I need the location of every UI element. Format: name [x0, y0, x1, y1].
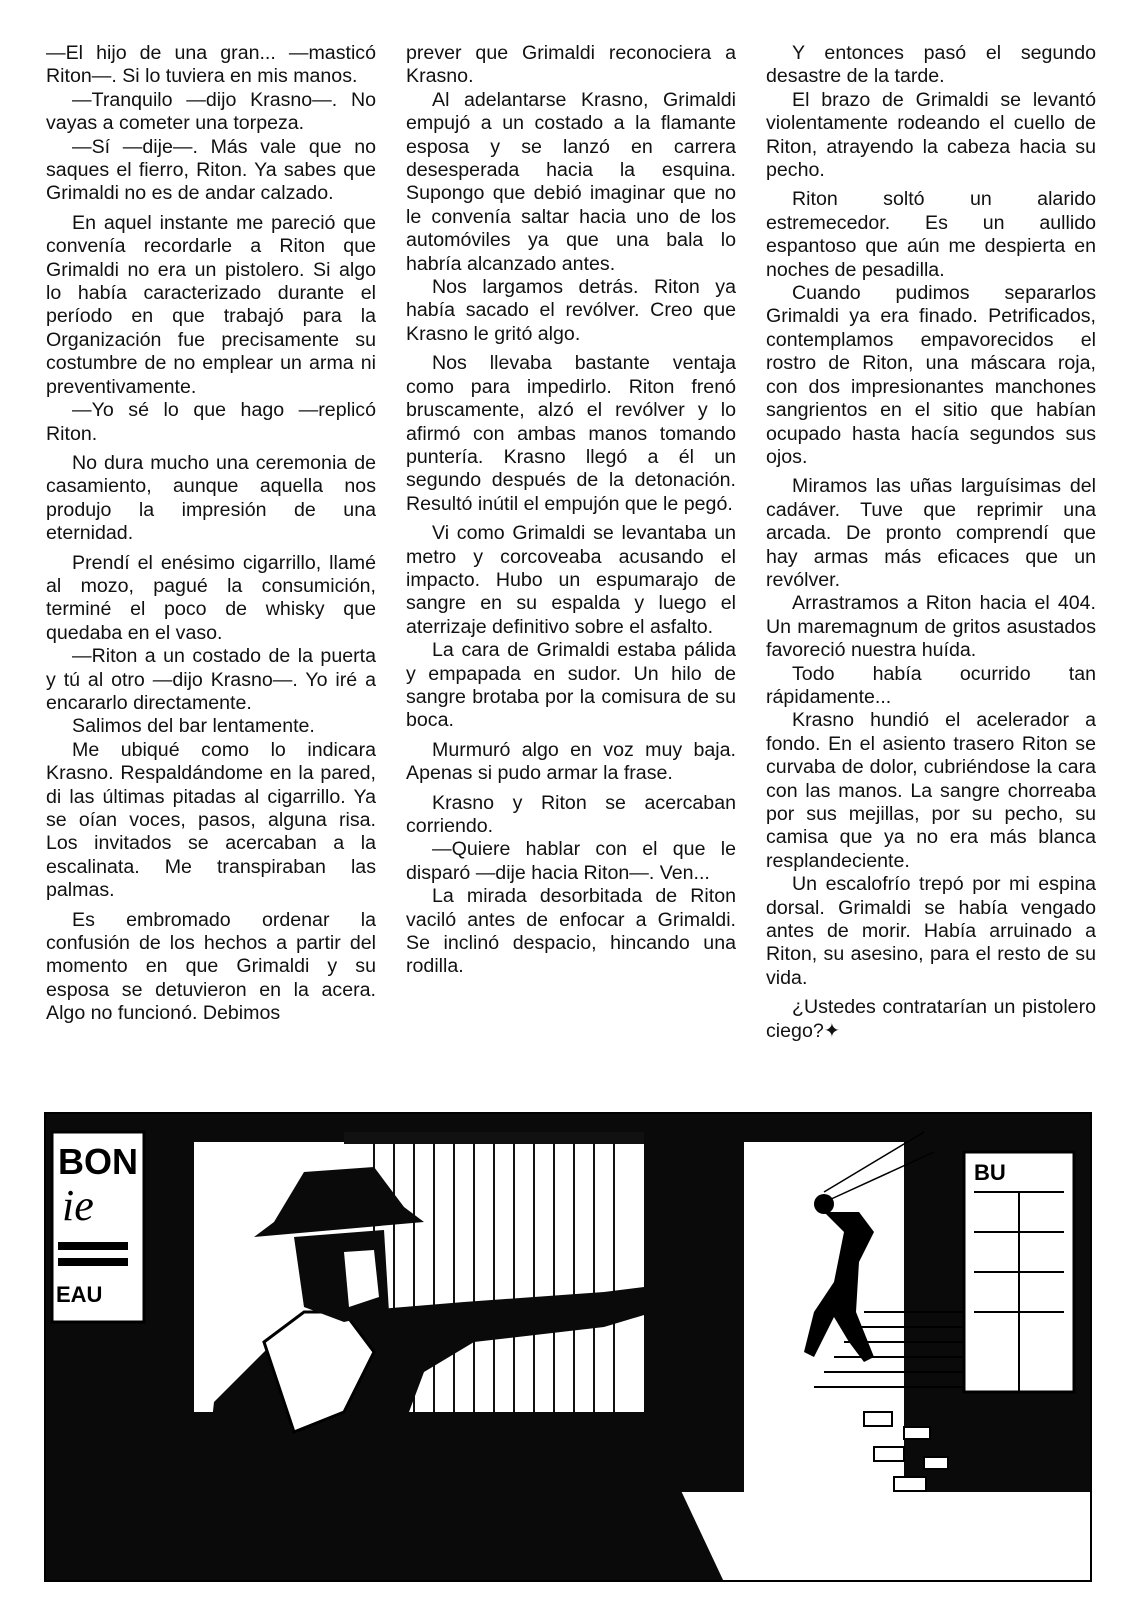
- paragraph: El brazo de Grimaldi se levantó violentamente rodeando el cuello de Riton, atrayendo la cabeza hacia su pecho.: [766, 88, 1096, 182]
- paragraph: No dura mucho una ceremonia de casamiento, aunque aquella nos produjo la impresión de una eternidad.: [46, 451, 376, 545]
- paragraph: En aquel instante me pareció que convenía recordarle a Riton que Grimaldi no era un pistolero. Si algo lo había caracterizado durante el período en que trabajó para la Organización fue precisamente su costumbre de no emplear un arma ni preventivamente.: [46, 211, 376, 398]
- paragraph: Todo había ocurrido tan rápidamente...: [766, 662, 1096, 708]
- paragraph: Murmuró algo en voz muy baja. Apenas si pudo armar la frase.: [406, 738, 736, 785]
- street-shooting-scene: [44, 1112, 1092, 1582]
- sign-text: BON: [58, 1141, 138, 1182]
- paragraph: Nos largamos detrás. Riton ya había sacado el revólver. Creo que Krasno le gritó algo.: [406, 276, 736, 345]
- text-columns: [46, 42, 1096, 1104]
- paragraph: Krasno y Riton se acercaban corriendo.: [406, 791, 736, 837]
- ink-illustration: [44, 1112, 1092, 1582]
- column-3: [766, 42, 1096, 1104]
- paragraph: Miramos las uñas larguísimas del cadáver. Tuve que reprimir una arcada. De pronto comprendí que hay armas más eficaces que un revólver.: [766, 475, 1096, 591]
- paragraph: —Quiere hablar con el que le disparó —dije hacia Riton—. Ven...: [406, 838, 736, 884]
- paragraph: —El hijo de una gran... —masticó Riton—. Si lo tuviera en mis manos.: [46, 42, 376, 88]
- paragraph: Prendí el enésimo cigarrillo, llamé al mozo, pagué la consumición, terminé el poco de whisky que quedaba en el vaso.: [46, 551, 376, 644]
- paragraph: prever que Grimaldi reconociera a Krasno.: [406, 42, 736, 88]
- sign-text: ie: [62, 1181, 94, 1230]
- paragraph: Un escalofrío trepó por mi espina dorsal. Grimaldi se había vengado antes de morir. Había arruinado a Riton, su asesino, para el resto de su vida.: [766, 873, 1096, 989]
- paragraph: Arrastramos a Riton hacia el 404. Un maremagnum de gritos asustados favoreció nuestra huída.: [766, 592, 1096, 662]
- paragraph: Me ubiqué como lo indicara Krasno. Respaldándome en la pared, di las últimas pitadas al cigarrillo. Ya se oían voces, pasos, alguna risa. Los invitados se acercaban a la escalinata. Me transpiraban las palmas.: [46, 738, 376, 902]
- paragraph: Nos llevaba bastante ventaja como para impedirlo. Riton frenó bruscamente, alzó el revólver y lo afirmó con ambas manos tomando puntería. Krasno llegó a él un segundo después de la detonación. Resultó inútil el empujón que le pegó.: [406, 352, 736, 515]
- door-sign-text: BU: [974, 1160, 1006, 1185]
- paragraph: —Tranquilo —dijo Krasno—. No vayas a cometer una torpeza.: [46, 88, 376, 135]
- paragraph: La mirada desorbitada de Riton vaciló antes de enfocar a Grimaldi. Se inclinó despacio, hincando una rodilla.: [406, 885, 736, 978]
- paragraph: —Sí —dije—. Más vale que no saques el fierro, Riton. Ya sabes que Grimaldi no es de andar calzado.: [46, 135, 376, 205]
- sign-text: EAU: [56, 1282, 103, 1307]
- paragraph: Krasno hundió el acelerador a fondo. En el asiento trasero Riton se curvaba de dolor, cubriéndose la cara con las manos. La sangre chorreaba por sus mejillas, por su pecho, su camisa que ya no era más blanca resplandeciente.: [766, 709, 1096, 872]
- column-1: [46, 42, 376, 1104]
- paragraph: Vi como Grimaldi se levantaba un metro y corcoveaba acusando el impacto. Hubo un espumarajo de sangre en su espalda y luego el aterrizaje definitivo sobre el asfalto.: [406, 522, 736, 638]
- paragraph: Al adelantarse Krasno, Grimaldi empujó a un costado a la flamante esposa y se lanzó en carrera desesperada hacia la esquina. Supongo que debió imaginar que no le convenía saltar hacia uno de los automóviles ya que una bala lo habría alcanzado antes.: [406, 88, 736, 275]
- paragraph: Es embromado ordenar la confusión de los hechos a partir del momento en que Grimaldi y su esposa se detuvieron en la acera. Algo no funcionó. Debimos: [46, 908, 376, 1025]
- paragraph: Riton soltó un alarido estremecedor. Es un aullido espantoso que aún me despierta en noches de pesadilla.: [766, 188, 1096, 281]
- paragraph: Y entonces pasó el segundo desastre de la tarde.: [766, 42, 1096, 88]
- paragraph: ¿Ustedes contratarían un pistolero ciego?✦: [766, 996, 1096, 1042]
- paragraph: —Yo sé lo que hago —replicó Riton.: [46, 399, 376, 445]
- paragraph: La cara de Grimaldi estaba pálida y empapada en sudor. Un hilo de sangre brotaba por la comisura de su boca.: [406, 639, 736, 732]
- paragraph: Cuando pudimos separarlos Grimaldi ya era finado. Petrificados, contemplamos empavorecidos el rostro de Riton, una máscara roja, con dos impresionantes manchones sangrientos en el sitio que habían ocupado hasta hacía segundos sus ojos.: [766, 282, 1096, 468]
- paragraph: Salimos del bar lentamente.: [72, 715, 315, 738]
- paragraph: —Riton a un costado de la puerta y tú al otro —dijo Krasno—. Yo iré a encararlo directamente.: [46, 645, 376, 714]
- column-2: [406, 42, 736, 1104]
